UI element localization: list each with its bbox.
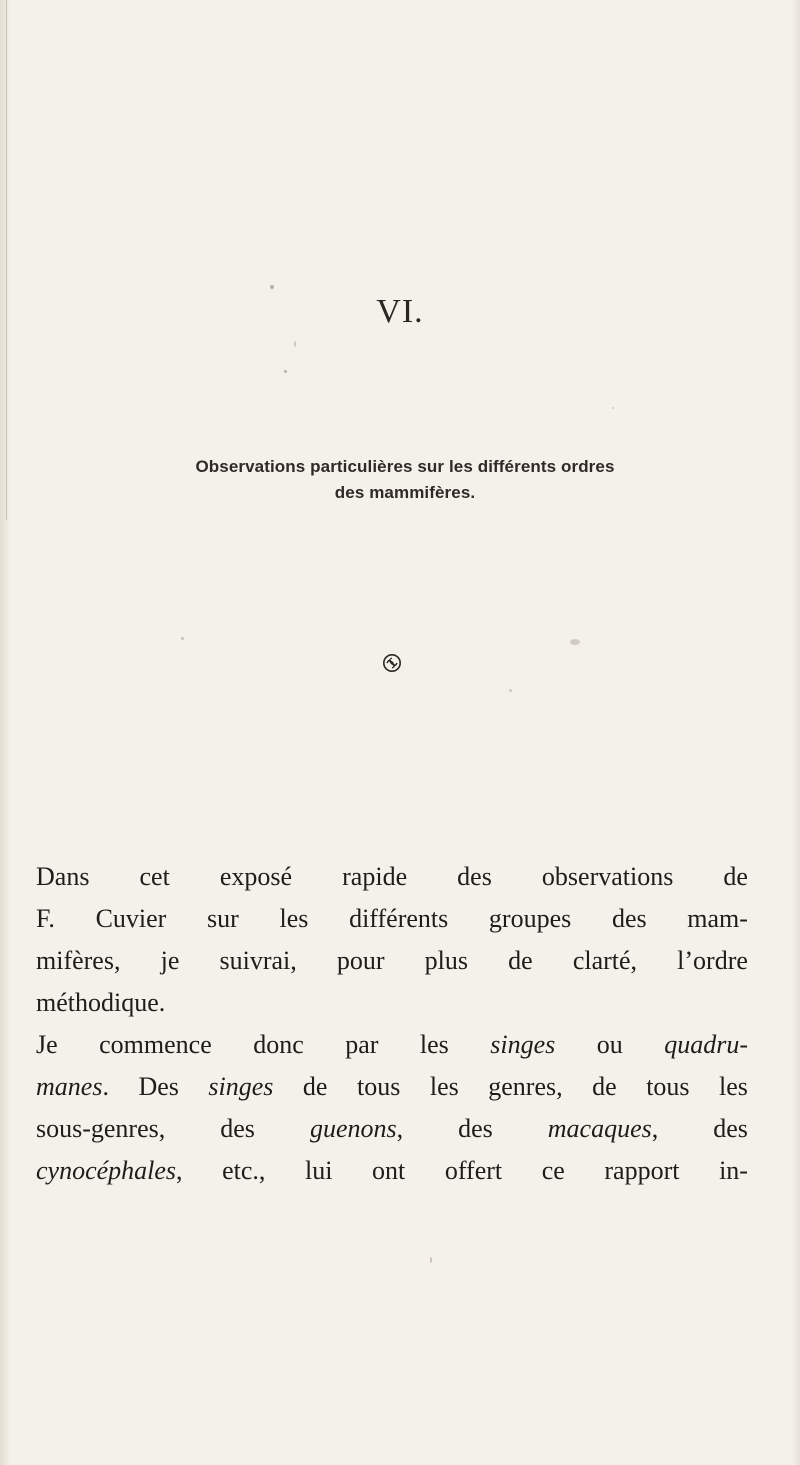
word: Je	[36, 1030, 58, 1059]
word: tous	[356, 1072, 401, 1101]
scan-speck	[430, 1257, 432, 1263]
word: donc	[253, 1030, 304, 1059]
word: clarté,	[572, 946, 638, 975]
word: Dans	[36, 862, 90, 891]
word: les	[429, 1072, 459, 1101]
word: mifères,	[36, 946, 121, 975]
scan-speck	[294, 341, 296, 347]
word: je	[160, 946, 180, 975]
section-number: VI.	[376, 293, 424, 330]
word: exposé	[219, 862, 293, 891]
word: de	[508, 946, 533, 975]
word: des	[458, 1114, 493, 1143]
word: F.	[36, 904, 55, 933]
body-text	[36, 856, 748, 1192]
text-line	[36, 940, 748, 982]
word: lui	[305, 1156, 333, 1185]
word: pour	[336, 946, 385, 975]
word: guenons,	[310, 1108, 403, 1150]
scan-speck	[181, 637, 184, 640]
word: macaques,	[548, 1108, 658, 1150]
word: par	[345, 1030, 379, 1059]
italic-word: guenons	[309, 1114, 397, 1143]
word: Cuvier	[95, 904, 167, 933]
text-line	[36, 1066, 748, 1108]
word: des	[457, 862, 492, 891]
text-line	[36, 898, 748, 940]
word: in-	[719, 1156, 748, 1185]
italic-word: singes	[208, 1072, 274, 1101]
word: mam-	[687, 904, 748, 933]
scan-speck	[570, 639, 580, 645]
word: observations	[541, 862, 674, 891]
word: cynocéphales,	[36, 1150, 183, 1192]
word: les	[279, 904, 309, 933]
scan-speck	[509, 689, 512, 692]
word: suivrai,	[219, 946, 297, 975]
word: commence	[99, 1030, 212, 1059]
word: les	[719, 1072, 748, 1101]
word: des	[220, 1114, 255, 1143]
word	[208, 1066, 273, 1108]
text-line	[36, 1150, 748, 1192]
heading-line-1: Observations particulières sur les différents ordres	[195, 457, 615, 476]
italic-word: manes	[36, 1072, 103, 1101]
italic-word: cynocéphales	[36, 1156, 177, 1185]
italic-word: macaques	[547, 1114, 652, 1143]
word	[490, 1024, 555, 1066]
page-edge	[792, 0, 800, 1465]
word: sous-genres,	[36, 1114, 166, 1143]
word: de	[592, 1072, 617, 1101]
word: de	[723, 862, 748, 891]
word: plus	[424, 946, 469, 975]
binding-shadow	[0, 0, 10, 1465]
text-line	[36, 1108, 748, 1150]
scan-speck	[270, 285, 274, 289]
italic-word: singes	[490, 1030, 556, 1059]
word: manes.	[36, 1066, 109, 1108]
word	[664, 1024, 748, 1066]
binding-line	[6, 0, 7, 520]
word: groupes	[488, 904, 572, 933]
word: offert	[444, 1156, 503, 1185]
word: genres,	[488, 1072, 563, 1101]
floral-ornament-icon	[382, 653, 402, 673]
scan-speck	[284, 370, 287, 373]
word: les	[419, 1030, 449, 1059]
word: l’ordre	[677, 946, 748, 975]
word: ont	[372, 1156, 406, 1185]
word: Des	[138, 1072, 179, 1101]
word: tous	[646, 1072, 690, 1101]
word: ce	[541, 1156, 565, 1185]
word: méthodique.	[36, 988, 166, 1017]
text-line	[36, 1024, 748, 1066]
word: rapport	[604, 1156, 680, 1185]
text-line	[36, 982, 748, 1024]
word: des	[611, 904, 647, 933]
word: etc.,	[222, 1156, 266, 1185]
italic-word: quadru-	[664, 1030, 748, 1059]
section-heading	[60, 454, 750, 506]
word: sur	[207, 904, 239, 933]
heading-line-2: des mammifères.	[334, 483, 476, 502]
scan-speck	[612, 407, 614, 409]
word: des	[713, 1114, 748, 1143]
word: de	[302, 1072, 328, 1101]
word: différents	[349, 904, 449, 933]
word: cet	[139, 862, 170, 891]
text-line	[36, 856, 748, 898]
word: rapide	[342, 862, 408, 891]
word: ou	[596, 1030, 623, 1059]
